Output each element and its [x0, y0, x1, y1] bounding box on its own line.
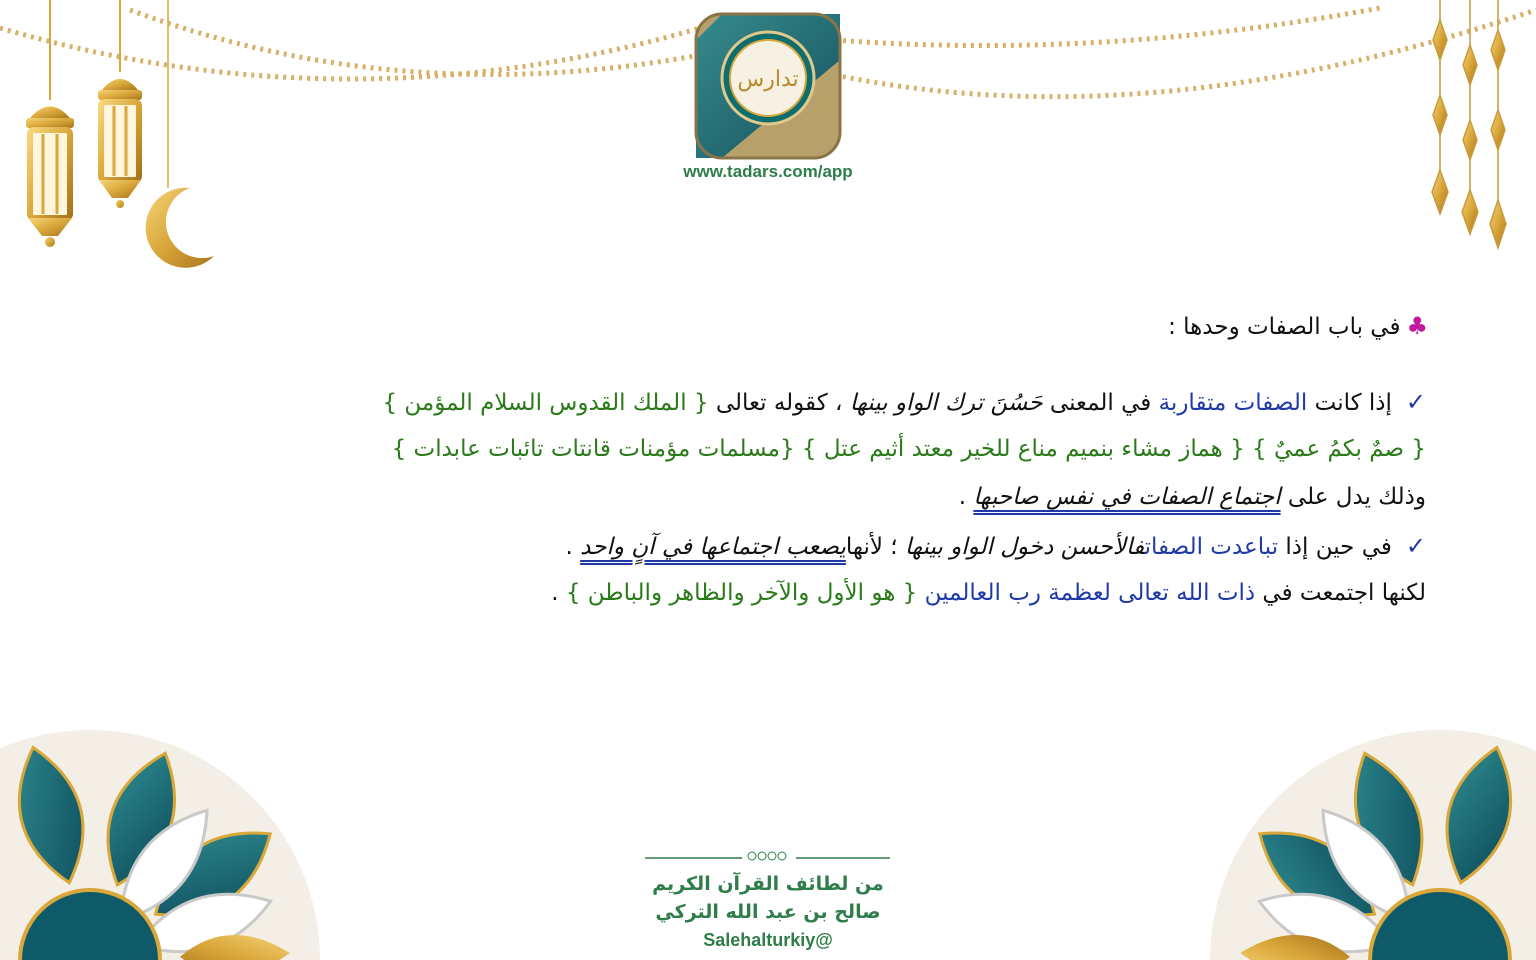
- footer-handle[interactable]: @Salehalturkiy: [703, 930, 833, 950]
- mandala-right-icon: [1210, 730, 1536, 960]
- text-run: لكنها اجتمعت في: [1255, 580, 1426, 606]
- highlight-blue: الصفات متقاربة: [1158, 390, 1308, 416]
- footer-author: صالح بن عبد الله التركي: [655, 901, 881, 923]
- checkmark-icon: ✓: [1405, 388, 1426, 416]
- main-content: [110, 310, 1426, 630]
- lantern-right-icon: [98, 0, 142, 208]
- footer-divider: [645, 852, 890, 860]
- text-run: .: [958, 484, 974, 510]
- logo-glyph: تدارس: [737, 67, 799, 92]
- text-run: في حين إذا: [1278, 534, 1392, 560]
- text-italic: فالأحسن دخول الواو بينها: [904, 534, 1145, 560]
- point1-line2: { صمٌ بكمُ عميٌ } { هماز مشاء بنميم مناع للخير معتد أثيم عتل } {مسلمات مؤمنات قانتات تائبات عابدات }: [391, 436, 1426, 462]
- verse-green: { هو الأول والآخر والظاهر والباطن }: [565, 580, 925, 606]
- heading-text: في باب الصفات وحدها :: [1168, 314, 1401, 340]
- crescent-moon-icon: [146, 0, 214, 268]
- point2-line1: [566, 532, 1426, 560]
- text-run: إذا كانت: [1307, 390, 1392, 416]
- hanging-ornaments-icon: [1432, 0, 1506, 248]
- text-run: ؛ لأنها: [845, 534, 905, 560]
- text-italic: حَسُنَ ترك الواو بينها: [849, 390, 1043, 416]
- garland-left: [0, 10, 700, 79]
- garland-right: [835, 8, 1536, 97]
- tadars-logo-icon: [696, 14, 840, 158]
- highlight-blue: تباعدت الصفات: [1144, 534, 1279, 560]
- club-bullet-icon: ♣: [1406, 312, 1428, 340]
- underlined-phrase: اجتماع الصفات في نفس صاحبها: [973, 484, 1281, 510]
- section-heading: [1168, 312, 1428, 340]
- mandala-left-icon: [0, 730, 320, 960]
- verse-green: { الملك القدوس السلام المؤمن }: [382, 390, 709, 416]
- point1-line1: [382, 388, 1426, 416]
- text-run: وذلك يدل على: [1280, 484, 1426, 510]
- text-run: .: [565, 534, 581, 560]
- website-url[interactable]: www.tadars.com/app: [683, 162, 853, 181]
- footer-line1: من لطائف القرآن الكريم: [652, 873, 884, 895]
- point2-line2: [551, 580, 1426, 606]
- text-run: في المعنى: [1042, 390, 1159, 416]
- underlined-phrase: يصعب اجتماعها في آنٍ واحد: [580, 534, 846, 560]
- text-run: .: [551, 580, 566, 606]
- checkmark-icon: ✓: [1405, 532, 1426, 560]
- highlight-blue: ذات الله تعالى لعظمة رب العالمين: [924, 580, 1256, 606]
- point1-line3: [959, 484, 1426, 510]
- text-run: ، كقوله تعالى: [708, 390, 850, 416]
